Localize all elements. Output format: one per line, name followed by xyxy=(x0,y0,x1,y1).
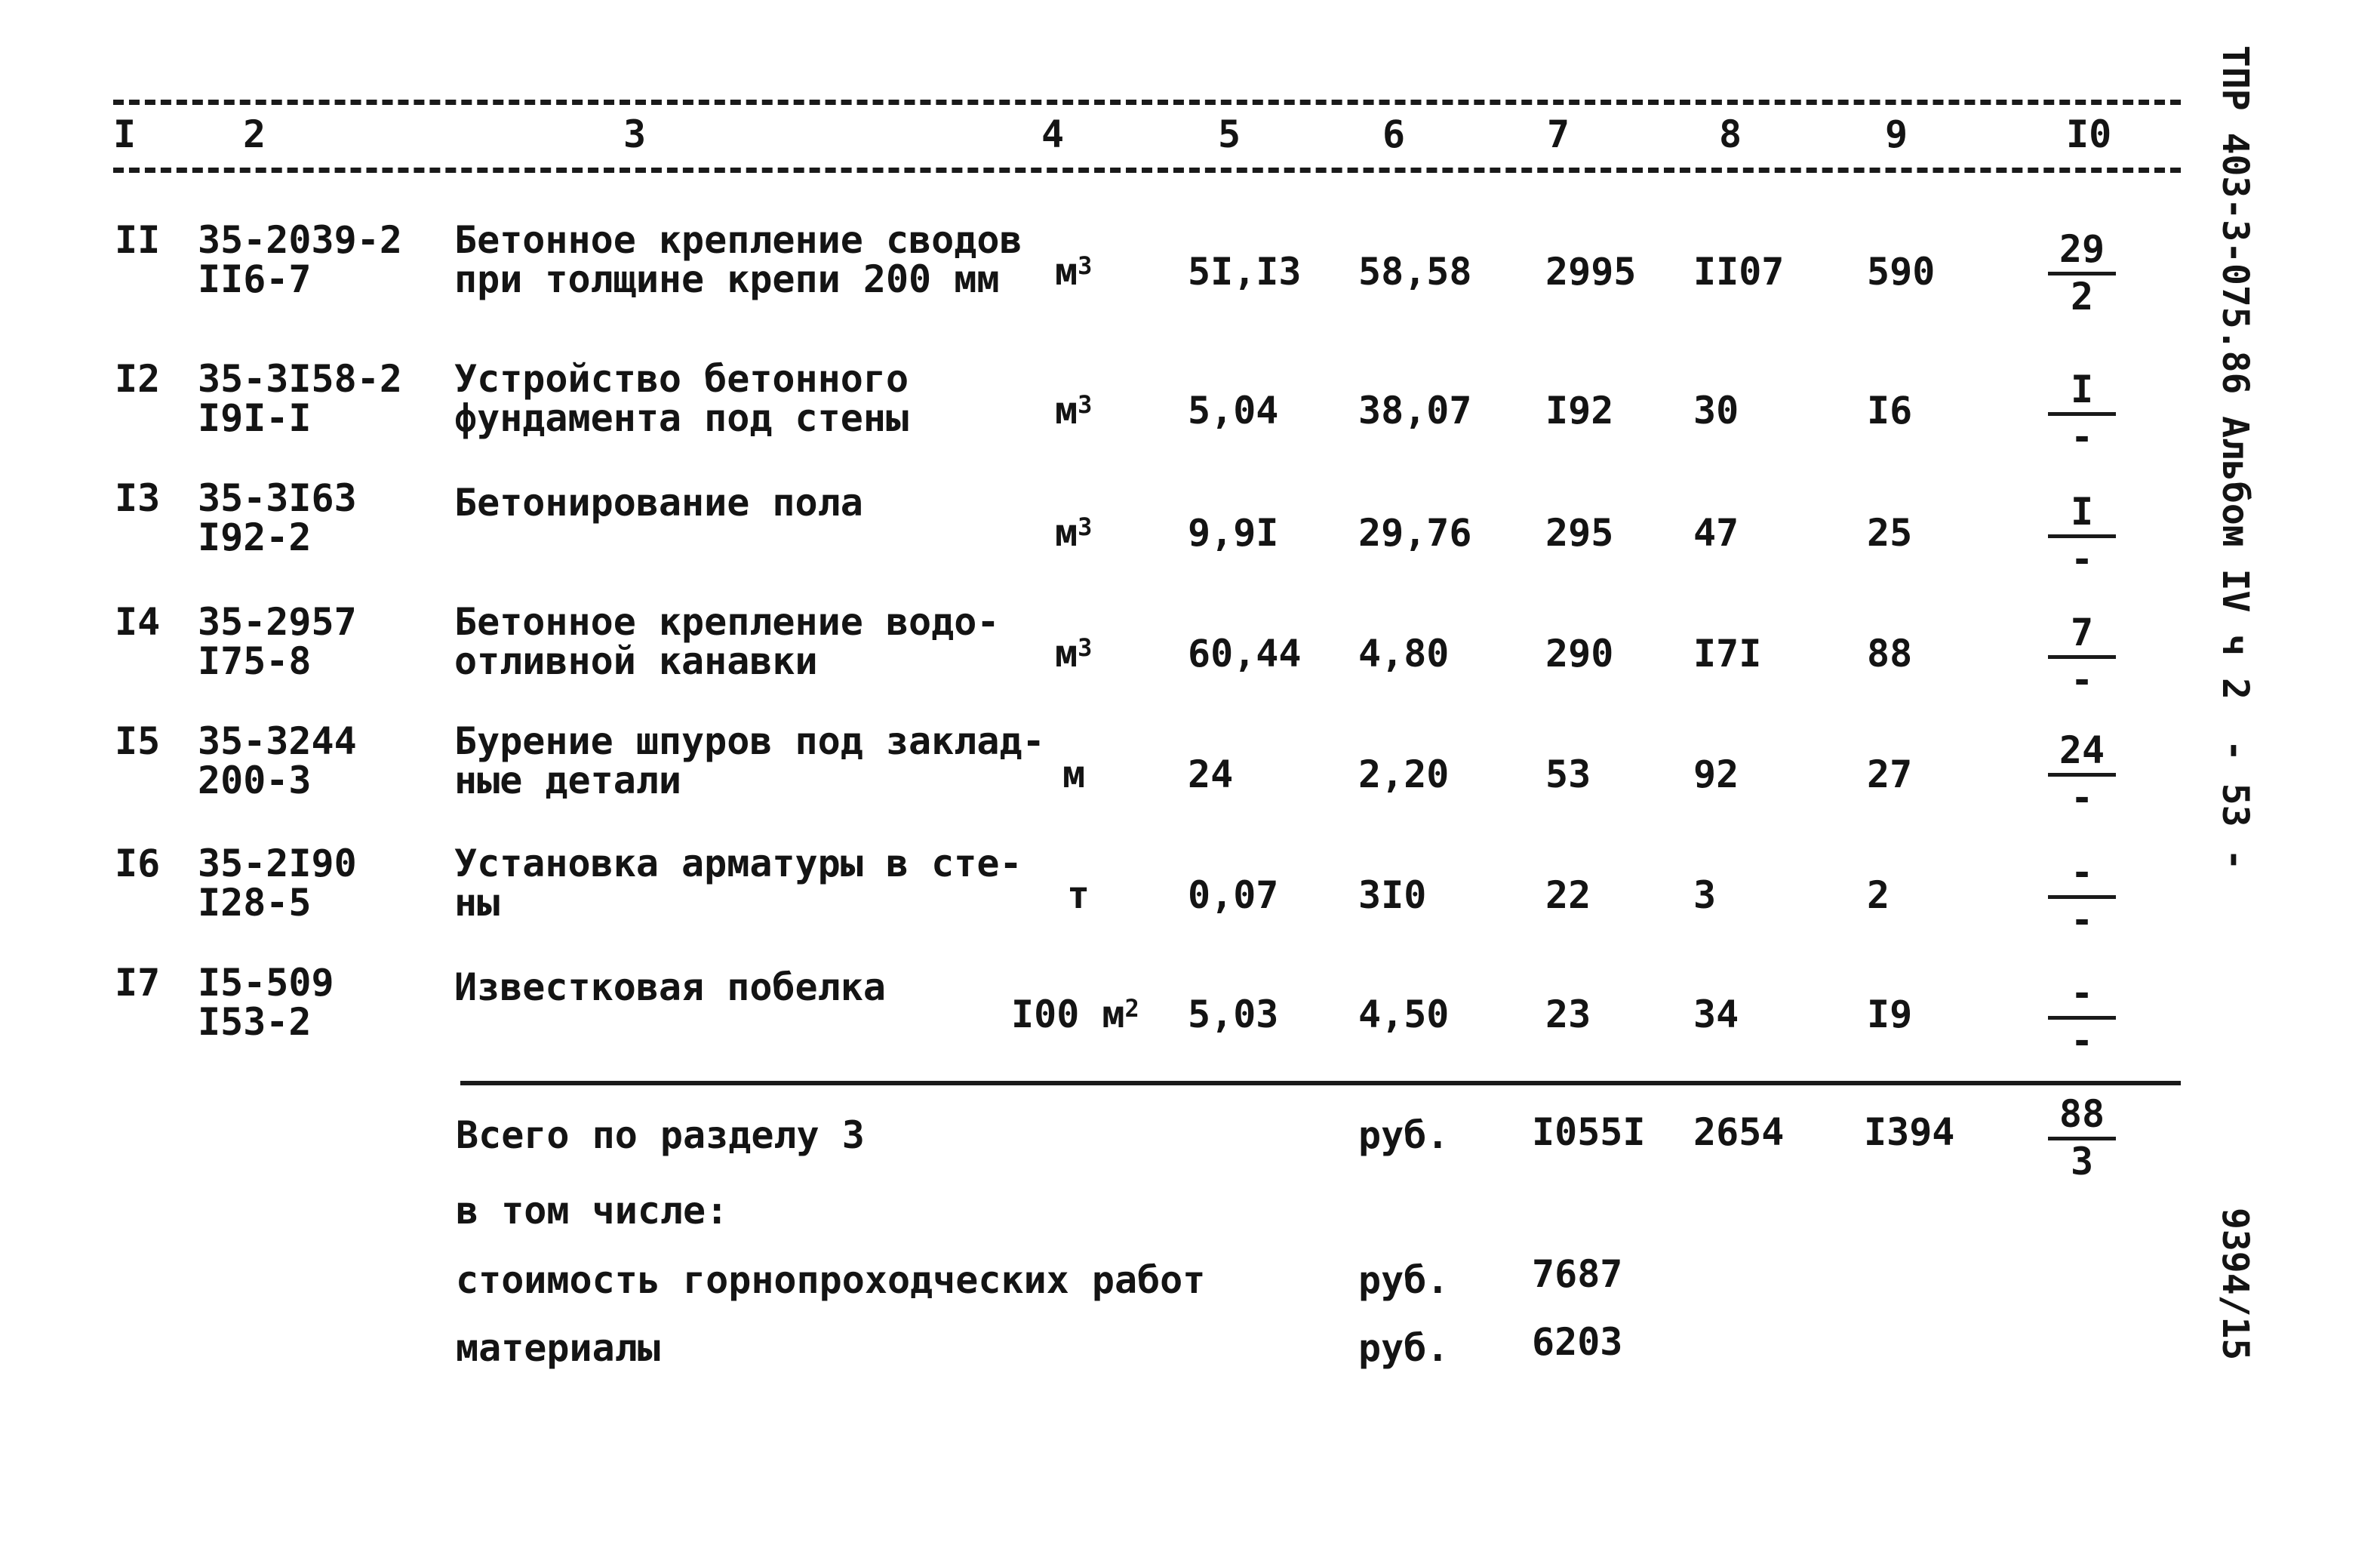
work-description-cont: при толщине крепи 200 мм xyxy=(454,257,1000,301)
col10-fraction: 24 - xyxy=(2048,729,2116,819)
rate-code: 35-2I90 xyxy=(198,842,357,885)
unit-price: 38,07 xyxy=(1358,389,1472,432)
col7-value: 22 xyxy=(1545,873,1591,917)
col10-fraction: $\frac{29}{2}$ xyxy=(2048,228,2116,318)
section-total-col8: 2654 xyxy=(1693,1110,1785,1154)
col7-value: 23 xyxy=(1545,993,1591,1036)
column-header-8: 8 xyxy=(1719,112,1742,156)
row-number: II xyxy=(115,218,161,262)
mining-works-label: стоимость горнопроходческих работ xyxy=(456,1258,1206,1302)
col9-value: 88 xyxy=(1867,632,1913,676)
column-header-2: 2 xyxy=(243,112,266,156)
col8-value: 30 xyxy=(1693,389,1739,432)
work-description: Известковая побелка xyxy=(454,965,886,1009)
column-header-4: 4 xyxy=(1041,112,1065,156)
col8-value: 34 xyxy=(1693,993,1739,1036)
header-bottom-rule xyxy=(113,168,2181,173)
rate-code: I5-509 xyxy=(198,961,334,1005)
rate-code: 35-3I58-2 xyxy=(198,357,402,401)
row-number: I7 xyxy=(115,961,161,1005)
rate-subcode: I28-5 xyxy=(198,881,312,925)
col8-value: 3 xyxy=(1693,873,1717,917)
col9-value: 25 xyxy=(1867,511,1913,555)
quantity: 24 xyxy=(1188,753,1234,796)
section-total-unit: руб. xyxy=(1358,1113,1450,1157)
work-description-cont: ные детали xyxy=(454,759,682,802)
unit: $м^3$ xyxy=(1055,511,1093,555)
col7-value: 2995 xyxy=(1545,250,1637,294)
materials-value: 6203 xyxy=(1532,1320,1623,1364)
unit: $м^3$ xyxy=(1055,632,1093,676)
section-total-col9: I394 xyxy=(1864,1110,1955,1154)
section-total-col7: I055I xyxy=(1532,1110,1646,1154)
col10-fraction: - - xyxy=(2048,972,2116,1062)
mining-works-unit: руб. xyxy=(1358,1258,1450,1302)
work-description: Бетонирование пола xyxy=(454,481,863,525)
col7-value: I92 xyxy=(1545,389,1614,432)
col10-fraction: I - xyxy=(2048,491,2116,580)
work-description-cont: отливной канавки xyxy=(454,639,818,683)
work-description: Устройство бетонного xyxy=(454,357,909,401)
col9-value: I9 xyxy=(1867,993,1913,1036)
work-description: Бетонное крепление сводов xyxy=(454,218,1022,262)
col7-value: 53 xyxy=(1545,753,1591,796)
header-top-rule xyxy=(113,100,2181,105)
unit: $м^3$ xyxy=(1055,389,1093,432)
col10-fraction: 7 - xyxy=(2048,611,2116,701)
archive-number-margin: 9394/15 xyxy=(2214,1208,2256,1361)
unit-price: 58,58 xyxy=(1358,250,1472,294)
work-description: Бурение шпуров под заклад- xyxy=(454,719,1045,763)
row-number: I2 xyxy=(115,357,161,401)
rate-subcode: I9I-I xyxy=(198,396,312,440)
work-description: Установка арматуры в сте- xyxy=(454,842,1022,885)
col9-value: I6 xyxy=(1867,389,1913,432)
unit-price: 4,80 xyxy=(1358,632,1450,676)
work-description: Бетонное крепление водо- xyxy=(454,600,1000,644)
unit-price: 3I0 xyxy=(1358,873,1427,917)
column-header-6: 6 xyxy=(1382,112,1406,156)
column-header-7: 7 xyxy=(1547,112,1570,156)
including-label: в том числе: xyxy=(456,1189,729,1233)
col8-value: I7I xyxy=(1693,632,1762,676)
rate-subcode: I92-2 xyxy=(198,516,312,559)
unit-price: 4,50 xyxy=(1358,993,1450,1036)
work-description-cont: ны xyxy=(454,881,500,925)
column-header-3: 3 xyxy=(623,112,647,156)
quantity: 9,9I xyxy=(1188,511,1279,555)
rate-code: 35-2039-2 xyxy=(198,218,402,262)
row-number: I4 xyxy=(115,600,161,644)
col8-value: II07 xyxy=(1693,250,1785,294)
rate-subcode: I53-2 xyxy=(198,1000,312,1044)
column-header-5: 5 xyxy=(1218,112,1241,156)
materials-label: материалы xyxy=(456,1326,660,1370)
col7-value: 295 xyxy=(1545,511,1614,555)
materials-unit: руб. xyxy=(1358,1326,1450,1370)
row-number: I3 xyxy=(115,476,161,520)
rate-code: 35-2957 xyxy=(198,600,357,644)
rate-subcode: 200-3 xyxy=(198,759,312,802)
column-header-9: 9 xyxy=(1885,112,1908,156)
col7-value: 290 xyxy=(1545,632,1614,676)
col8-value: 92 xyxy=(1693,753,1739,796)
document-code-margin: ТПР 403-3-075.86 Альбом IV ч 2 xyxy=(2214,45,2256,700)
column-header-10: I0 xyxy=(2066,112,2112,156)
col9-value: 2 xyxy=(1867,873,1890,917)
quantity: 5I,I3 xyxy=(1188,250,1302,294)
column-header-1: I xyxy=(113,112,137,156)
section-total-label: Всего по разделу 3 xyxy=(456,1113,865,1157)
unit: т xyxy=(1067,873,1090,917)
rate-subcode: II6-7 xyxy=(198,257,312,301)
totals-rule xyxy=(460,1081,2181,1085)
mining-works-value: 7687 xyxy=(1532,1252,1623,1296)
unit-price: 29,76 xyxy=(1358,511,1472,555)
col10-fraction: I - xyxy=(2048,368,2116,458)
col10-fraction: - - xyxy=(2048,851,2116,941)
quantity: 5,03 xyxy=(1188,993,1279,1036)
unit: м xyxy=(1062,753,1086,796)
page-number-margin: - 53 - xyxy=(2214,740,2256,871)
quantity: 60,44 xyxy=(1188,632,1302,676)
unit-price: 2,20 xyxy=(1358,753,1450,796)
col9-value: 590 xyxy=(1867,250,1936,294)
row-number: I5 xyxy=(115,719,161,763)
row-number: I6 xyxy=(115,842,161,885)
unit: $м^3$ xyxy=(1055,250,1093,294)
quantity: 5,04 xyxy=(1188,389,1279,432)
rate-code: 35-3244 xyxy=(198,719,357,763)
section-total-fraction: $\frac{88}{3}$ xyxy=(2048,1093,2116,1183)
rate-code: 35-3I63 xyxy=(198,476,357,520)
col8-value: 47 xyxy=(1693,511,1739,555)
quantity: 0,07 xyxy=(1188,873,1279,917)
work-description-cont: фундамента под стены xyxy=(454,396,909,440)
rate-subcode: I75-8 xyxy=(198,639,312,683)
col9-value: 27 xyxy=(1867,753,1913,796)
unit: I00 $м^2$ xyxy=(1011,993,1139,1036)
